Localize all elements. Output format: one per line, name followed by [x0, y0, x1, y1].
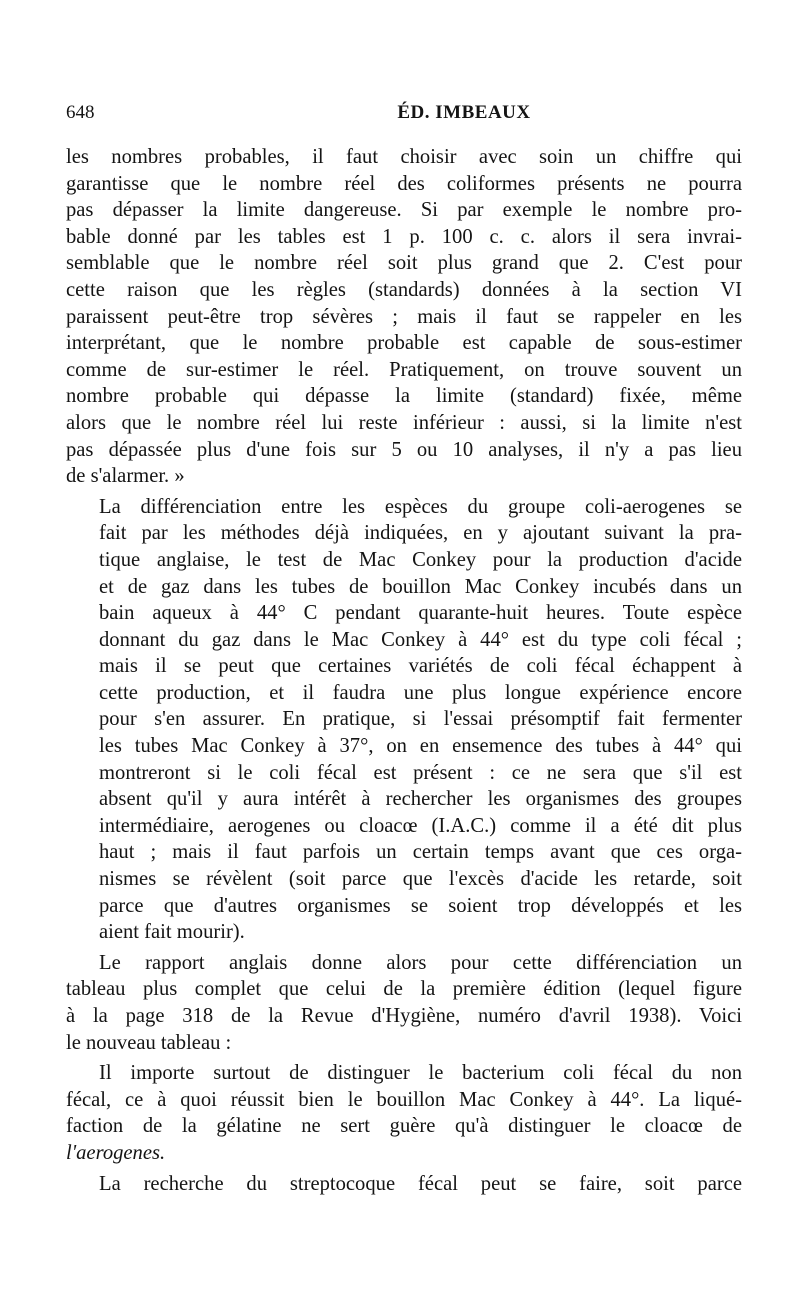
text-line: tique anglaise, le test de Mac Conkey pour la production d'acide [99, 548, 742, 571]
text-line: nismes se révèlent (soit parce que l'excès d'acide les retarde, soit [99, 868, 742, 891]
text-line: fait par les méthodes déjà indiquées, en y ajoutant suivant la pra- [99, 522, 742, 545]
text-line: cette production, et il faudra une plus longue expérience encore [99, 681, 742, 704]
page-header [66, 102, 742, 126]
paragraph [66, 494, 742, 946]
text-line: nombre probable qui dépasse la limite (standard) fixée, même [66, 385, 742, 408]
page-number: 648 [66, 102, 95, 123]
text-line: haut ; mais il faut parfois un certain temps avant que ces orga- [99, 841, 742, 864]
text-line: absent qu'il y aura intérêt à rechercher les organismes des groupes [99, 788, 742, 811]
paragraph [66, 1171, 742, 1198]
text-line: Le rapport anglais donne alors pour cette différenciation un [99, 951, 742, 974]
text-line: pas dépassée plus d'une fois sur 5 ou 10 analyses, il n'y a pas lieu [66, 438, 742, 461]
paragraph [66, 144, 742, 490]
text-line: Il importe surtout de distinguer le bacterium coli fécal du non [99, 1062, 742, 1085]
text-line: alors que le nombre réel lui reste inférieur : aussi, si la limite n'est [66, 411, 742, 434]
text-line: le nouveau tableau : [66, 1031, 232, 1054]
text-line: à la page 318 de la Revue d'Hygiène, numéro d'avril 1938). Voici [66, 1005, 742, 1027]
paragraph [66, 950, 742, 1056]
text-line: bain aqueux à 44° C pendant quarante-huit heures. Toute espèce [99, 602, 742, 625]
text-line: garantisse que le nombre réel des coliformes présents ne pourra [66, 172, 742, 195]
text-line: et de gaz dans les tubes de bouillon Mac Conkey incubés dans un [99, 575, 742, 598]
text-line: montreront si le coli fécal est présent : ce ne sera que s'il est [99, 761, 742, 784]
text-line: les tubes Mac Conkey à 37°, on en ensemence des tubes à 44° qui [99, 735, 742, 758]
text-line: aient fait mourir). [99, 921, 245, 944]
text-line: La recherche du streptocoque fécal peut se faire, soit parce [99, 1172, 742, 1195]
text-line: mais il se peut que certaines variétés de coli fécal échappent à [99, 655, 742, 678]
text-line: faction de la gélatine ne sert guère qu'à distinguer le cloacœ de [66, 1115, 742, 1138]
text-line: pas dépasser la limite dangereuse. Si par exemple le nombre pro- [66, 199, 742, 222]
running-title: ÉD. IMBEAUX [397, 102, 531, 123]
text-line: bable donné par les tables est 1 p. 100 c. c. alors il sera invrai- [66, 225, 742, 248]
text-line: l'aerogenes. [66, 1141, 166, 1164]
text-line: comme de sur-estimer le réel. Pratiquement, on trouve souvent un [66, 358, 742, 381]
text-line: donnant du gaz dans le Mac Conkey à 44° est du type coli fécal ; [99, 628, 742, 651]
text-line: La différenciation entre les espèces du groupe coli-aerogenes se [99, 495, 742, 518]
paragraph [66, 1060, 742, 1166]
text-line: de s'alarmer. » [66, 465, 185, 488]
text-line: les nombres probables, il faut choisir avec soin un chiffre qui [66, 146, 742, 168]
text-line: parce que d'autres organismes se soient trop développés et les [99, 894, 742, 917]
text-line: pour s'en assurer. En pratique, si l'essai présomptif fait fermenter [99, 708, 742, 731]
text-line: paraissent peut-être trop sévères ; mais il faut se rappeler en les [66, 305, 742, 328]
text-line: intermédiaire, aerogenes ou cloacœ (I.A.C.) comme il a été dit plus [99, 814, 742, 837]
text-line: interprétant, que le nombre probable est capable de sous-estimer [66, 332, 742, 355]
text-line: semblable que le nombre réel soit plus grand que 2. C'est pour [66, 252, 742, 275]
body-text [66, 144, 742, 1201]
text-line: fécal, ce à quoi réussit bien le bouillon Mac Conkey à 44°. La liqué- [66, 1088, 742, 1111]
text-line: tableau plus complet que celui de la première édition (lequel figure [66, 978, 742, 1001]
text-line: cette raison que les règles (standards) données à la section VI [66, 278, 742, 301]
